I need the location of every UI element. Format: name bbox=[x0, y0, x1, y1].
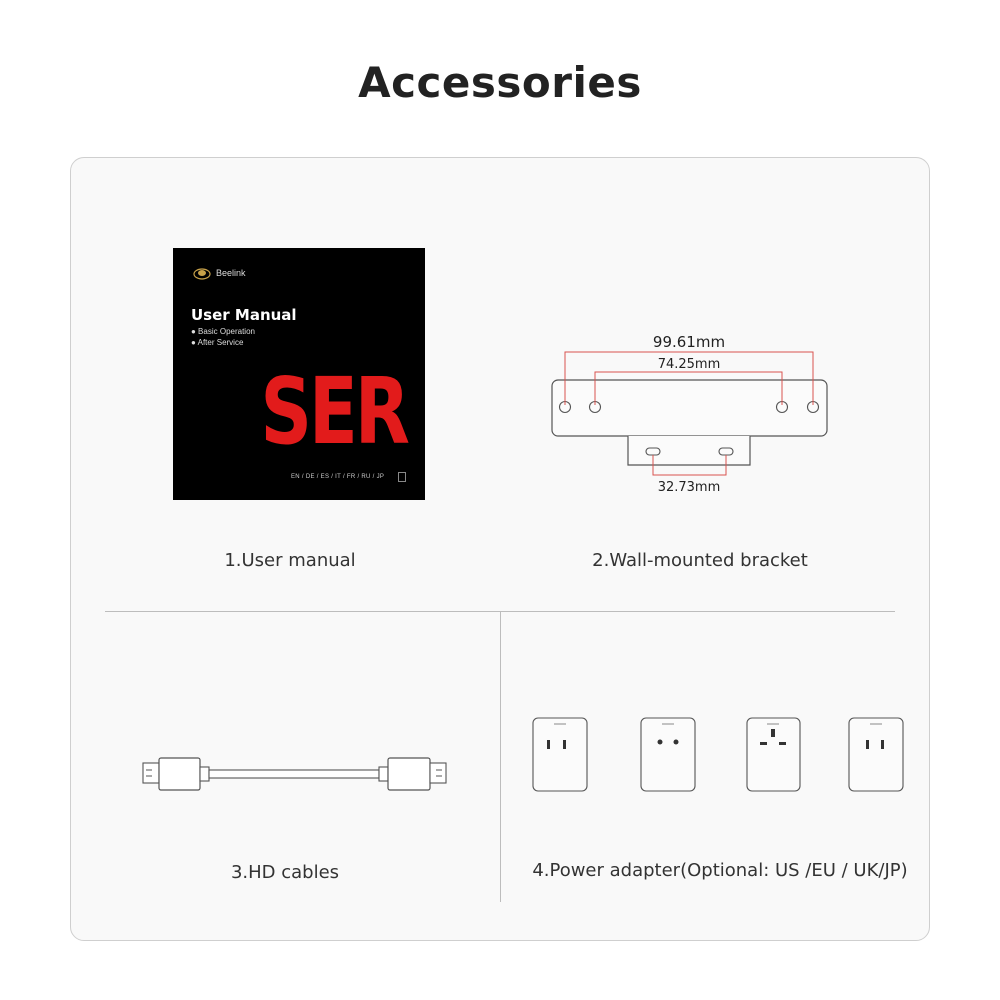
manual-bullets bbox=[191, 326, 255, 348]
beelink-logo-icon bbox=[193, 266, 211, 280]
us-plug-icon bbox=[533, 718, 587, 791]
caption-user-manual: 1.User manual bbox=[224, 550, 356, 571]
manual-title: User Manual bbox=[191, 306, 297, 324]
wall-bracket-diagram bbox=[540, 325, 840, 500]
ce-mark-icon bbox=[398, 472, 406, 482]
manual-bullet: ● After Service bbox=[191, 338, 244, 347]
dimension-inner-label: 74.25mm bbox=[657, 357, 721, 372]
dimension-outer-label: 99.61mm bbox=[652, 333, 726, 351]
manual-languages: EN / DE / ES / IT / FR / RU / JP bbox=[291, 474, 385, 480]
uk-plug-icon bbox=[747, 718, 800, 791]
divider-vertical bbox=[500, 612, 501, 902]
page-title: Accessories bbox=[358, 58, 642, 107]
eu-plug-icon bbox=[641, 718, 695, 791]
manual-bullet: ● Basic Operation bbox=[191, 327, 255, 336]
hd-cable-icon bbox=[140, 750, 450, 800]
brand-name: Beelink bbox=[216, 268, 246, 278]
caption-power-adapter: 4.Power adapter(Optional: US /EU / UK/JP) bbox=[532, 860, 908, 881]
power-adapter-icons bbox=[530, 715, 910, 795]
dimension-bottom-label: 32.73mm bbox=[657, 480, 721, 495]
jp-plug-icon bbox=[849, 718, 903, 791]
caption-wall-bracket: 2.Wall-mounted bracket bbox=[592, 550, 808, 571]
bracket-plate bbox=[552, 380, 827, 436]
manual-model-text: SER bbox=[260, 358, 407, 465]
user-manual-image bbox=[173, 248, 425, 500]
brand-logo bbox=[193, 266, 246, 280]
caption-hd-cables: 3.HD cables bbox=[230, 862, 340, 883]
